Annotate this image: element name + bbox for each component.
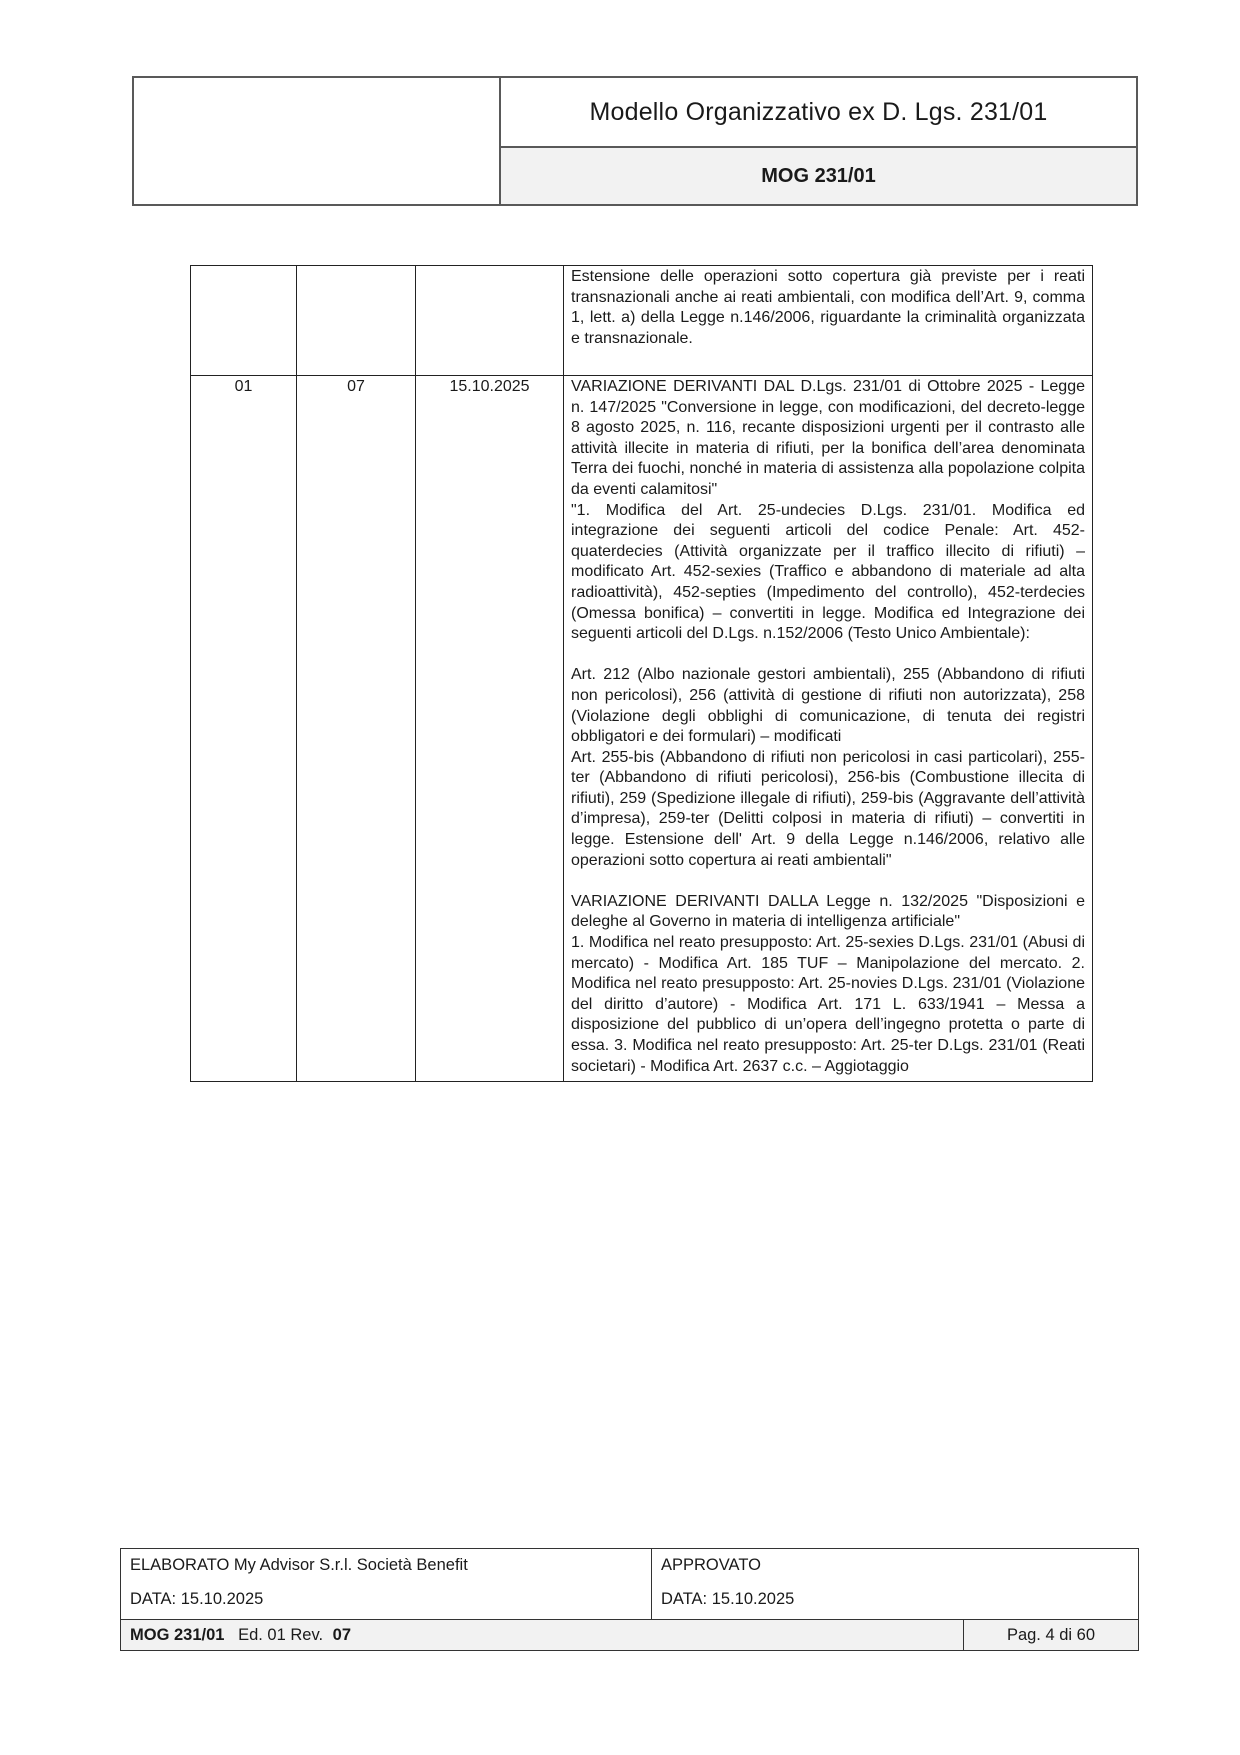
revision-history-table [190, 265, 1093, 1082]
logo-placeholder-box [132, 76, 501, 206]
approvato-label: APPROVATO [661, 1556, 761, 1574]
elaborato-date: DATA: 15.10.2025 [130, 1590, 264, 1608]
paragraph: Estensione delle operazioni sotto copertura già previste per i reati transnazionali anche ai reati ambientali, con modifica dell’Art. 9, comma 1, lett. a) della Legge n.146/2006, riguardante la criminalità organizzata e transnazionale. [571, 268, 1085, 347]
revision-cell: 07 [297, 376, 416, 1082]
edition-cell [191, 266, 297, 376]
footer-table [120, 1548, 1139, 1651]
description-cell [564, 376, 1093, 1082]
elaborato-cell [121, 1549, 652, 1620]
footer-doc-code: MOG 231/01 [130, 1625, 225, 1644]
doc-code-rev-cell [121, 1620, 964, 1651]
table-row [191, 376, 1093, 1082]
document-title: Modello Organizzativo ex D. Lgs. 231/01 [499, 76, 1138, 148]
paragraph: "1. Modifica del Art. 25-undecies D.Lgs. 231/01. Modifica ed integrazione dei seguenti articoli del codice Penale: Art. 452-quaterdecies (Attività organizzate per il traffico illecito di rifiuti) – modificato Art. 452-sexies (Traffico e abbandono di materiale ad alta radioattività), 452-septies (Impedimento del controllo), 452-terdecies (Omessa bonifica) – convertiti in legge. Modifica ed Integrazione dei seguenti articoli del D.Lgs. n.152/2006 (Testo Unico Ambientale): [571, 501, 1085, 643]
approvato-cell [652, 1549, 1139, 1620]
header [499, 76, 1138, 206]
footer-doc-row [121, 1620, 1139, 1651]
edition-cell: 01 [191, 376, 297, 1082]
footer-rev-number: 07 [332, 1625, 352, 1644]
paragraph: 1. Modifica nel reato presupposto: Art. 25-sexies D.Lgs. 231/01 (Abusi di mercato) - Modifica Art. 185 TUF – Manipolazione del mercato. 2. Modifica nel reato presupposto: Art. 25-novies D.Lgs. 231/01 (Violazione del diritto d’autore) - Modifica Art. 171 L. 633/1941 – Messa a disposizione del pubblico di un’opera dell’ingegno protetta o parte di essa. 3. Modifica nel reato presupposto: Art. 25-ter D.Lgs. 231/01 (Reati societari) - Modifica Art. 2637 c.c. – Aggiotaggio [571, 934, 1085, 1075]
paragraph-spacer [571, 871, 1085, 892]
date-cell [416, 266, 564, 376]
footer-edition-rev: Ed. 01 Rev. [238, 1625, 324, 1644]
page-number-cell: Pag. 4 di 60 [964, 1620, 1139, 1651]
description-cell [564, 266, 1093, 376]
table-row [191, 266, 1093, 376]
footer-approval-row [121, 1549, 1139, 1620]
document-code-badge: MOG 231/01 [499, 146, 1138, 206]
paragraph: Art. 255-bis (Abbandono di rifiuti non pericolosi in casi particolari), 255-ter (Abbandono di rifiuti pericolosi), 256-bis (Combustione illecita di rifiuti), 259 (Spedizione illegale di rifiuti), 259-bis (Aggravante dell’attività d’impresa), 259-ter (Delitti colposi in materia di rifiuti) – convertiti in legge. Estensione dell' Art. 9 della Legge n.146/2006, relativo alle operazioni sotto copertura ai reati ambientali" [571, 748, 1085, 869]
paragraph: VARIAZIONE DERIVANTI DALLA Legge n. 132/2025 "Disposizioni e deleghe al Governo in materia di intelligenza artificiale" [571, 892, 1085, 931]
paragraph: VARIAZIONE DERIVANTI DAL D.Lgs. 231/01 di Ottobre 2025 - Legge n. 147/2025 "Conversione in legge, con modificazioni, del decreto-legge 8 agosto 2025, n. 116, recante disposizioni urgenti per il contrasto alle attività illecite in materia di rifiuti, per la bonifica dell’area denominata Terra dei fuochi, nonché in materia di assistenza alla popolazione colpita da eventi calamitosi" [571, 378, 1085, 498]
date-cell: 15.10.2025 [416, 376, 564, 1082]
elaborato-label: ELABORATO My Advisor S.r.l. Società Benefit [130, 1556, 468, 1574]
paragraph: Art. 212 (Albo nazionale gestori ambientali), 255 (Abbandono di rifiuti non pericolosi), 256 (attività di gestione di rifiuti non autorizzata), 258 (Violazione degli obblighi di comunicazione, di tenuta dei registri obbligatori e dei formulari) – modificati [571, 666, 1085, 746]
revision-cell [297, 266, 416, 376]
approvato-date: DATA: 15.10.2025 [661, 1590, 795, 1608]
paragraph-spacer [571, 645, 1085, 666]
